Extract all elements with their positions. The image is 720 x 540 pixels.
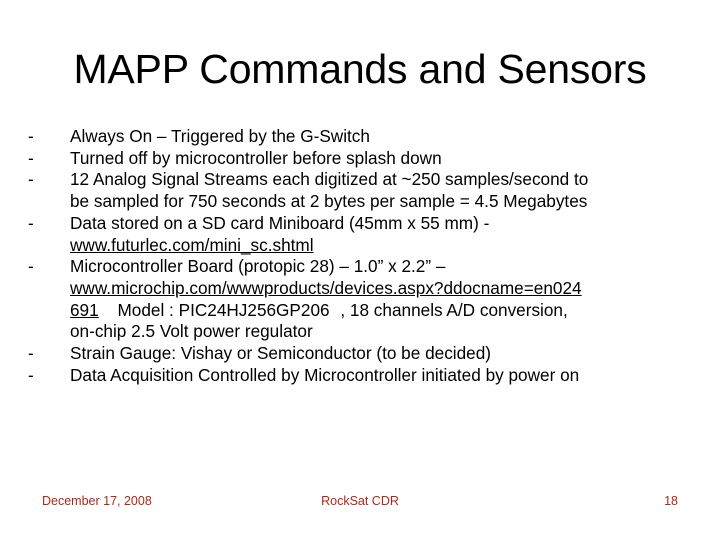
bullet-list xyxy=(28,126,708,386)
model-text: Model : PIC24HJ256GP206 xyxy=(117,299,330,320)
bullet-text: Turned off by microcontroller before splash down xyxy=(70,147,442,168)
bullet-item-always-on xyxy=(28,126,708,148)
slide-title: MAPP Commands and Sensors xyxy=(73,46,647,92)
bullet-item-strain-gauge xyxy=(28,343,708,365)
bullet-item-sd-card xyxy=(28,213,708,256)
bullet-marker: - xyxy=(28,147,34,168)
microchip-link[interactable]: www.microchip.com/wwwproducts/devices.aspx?ddocname=en024 xyxy=(70,277,582,298)
bullet-marker: - xyxy=(28,364,34,385)
bullet-item-analog-streams xyxy=(28,169,708,212)
bullet-text: Always On – Triggered by the G-Switch xyxy=(70,126,370,146)
bullet-item-data-acquisition xyxy=(28,365,708,387)
bullet-text-line1: Data stored on a SD card Miniboard (45mm x 55 mm) - xyxy=(70,212,490,233)
bullet-marker: - xyxy=(28,169,34,190)
bullet-text: Data Acquisition Controlled by Microcontroller initiated by power on xyxy=(70,364,580,385)
bullet-text: Strain Gauge: Vishay or Semiconductor (to be decided) xyxy=(70,343,492,364)
bullet-marker: - xyxy=(28,126,34,146)
bullet-text-line1: Microcontroller Board (protopic 28) – 1.0” x 2.2” – xyxy=(70,256,446,277)
bullet-text-line2: be sampled for 750 seconds at 2 bytes per sample = 4.5 Megabytes xyxy=(70,191,588,212)
page-number: 18 xyxy=(664,494,678,508)
footer-date: December 17, 2008 xyxy=(42,494,152,508)
bullet-marker: - xyxy=(28,212,34,233)
futurlec-link[interactable]: www.futurlec.com/mini_sc.shtml xyxy=(70,234,314,255)
bullet-text-line4: on-chip 2.5 Volt power regulator xyxy=(70,321,313,342)
bullet-item-microcontroller xyxy=(28,256,708,343)
bullet-marker: - xyxy=(28,343,34,364)
microchip-link-continued[interactable]: 691 xyxy=(70,299,99,320)
bullet-item-turned-off xyxy=(28,148,708,170)
bullet-marker: - xyxy=(28,256,34,277)
footer-event: RockSat CDR xyxy=(321,494,399,508)
model-rest-text: , 18 channels A/D conversion, xyxy=(340,299,568,320)
bullet-text-line1: 12 Analog Signal Streams each digitized at ~250 samples/second to xyxy=(70,169,589,190)
